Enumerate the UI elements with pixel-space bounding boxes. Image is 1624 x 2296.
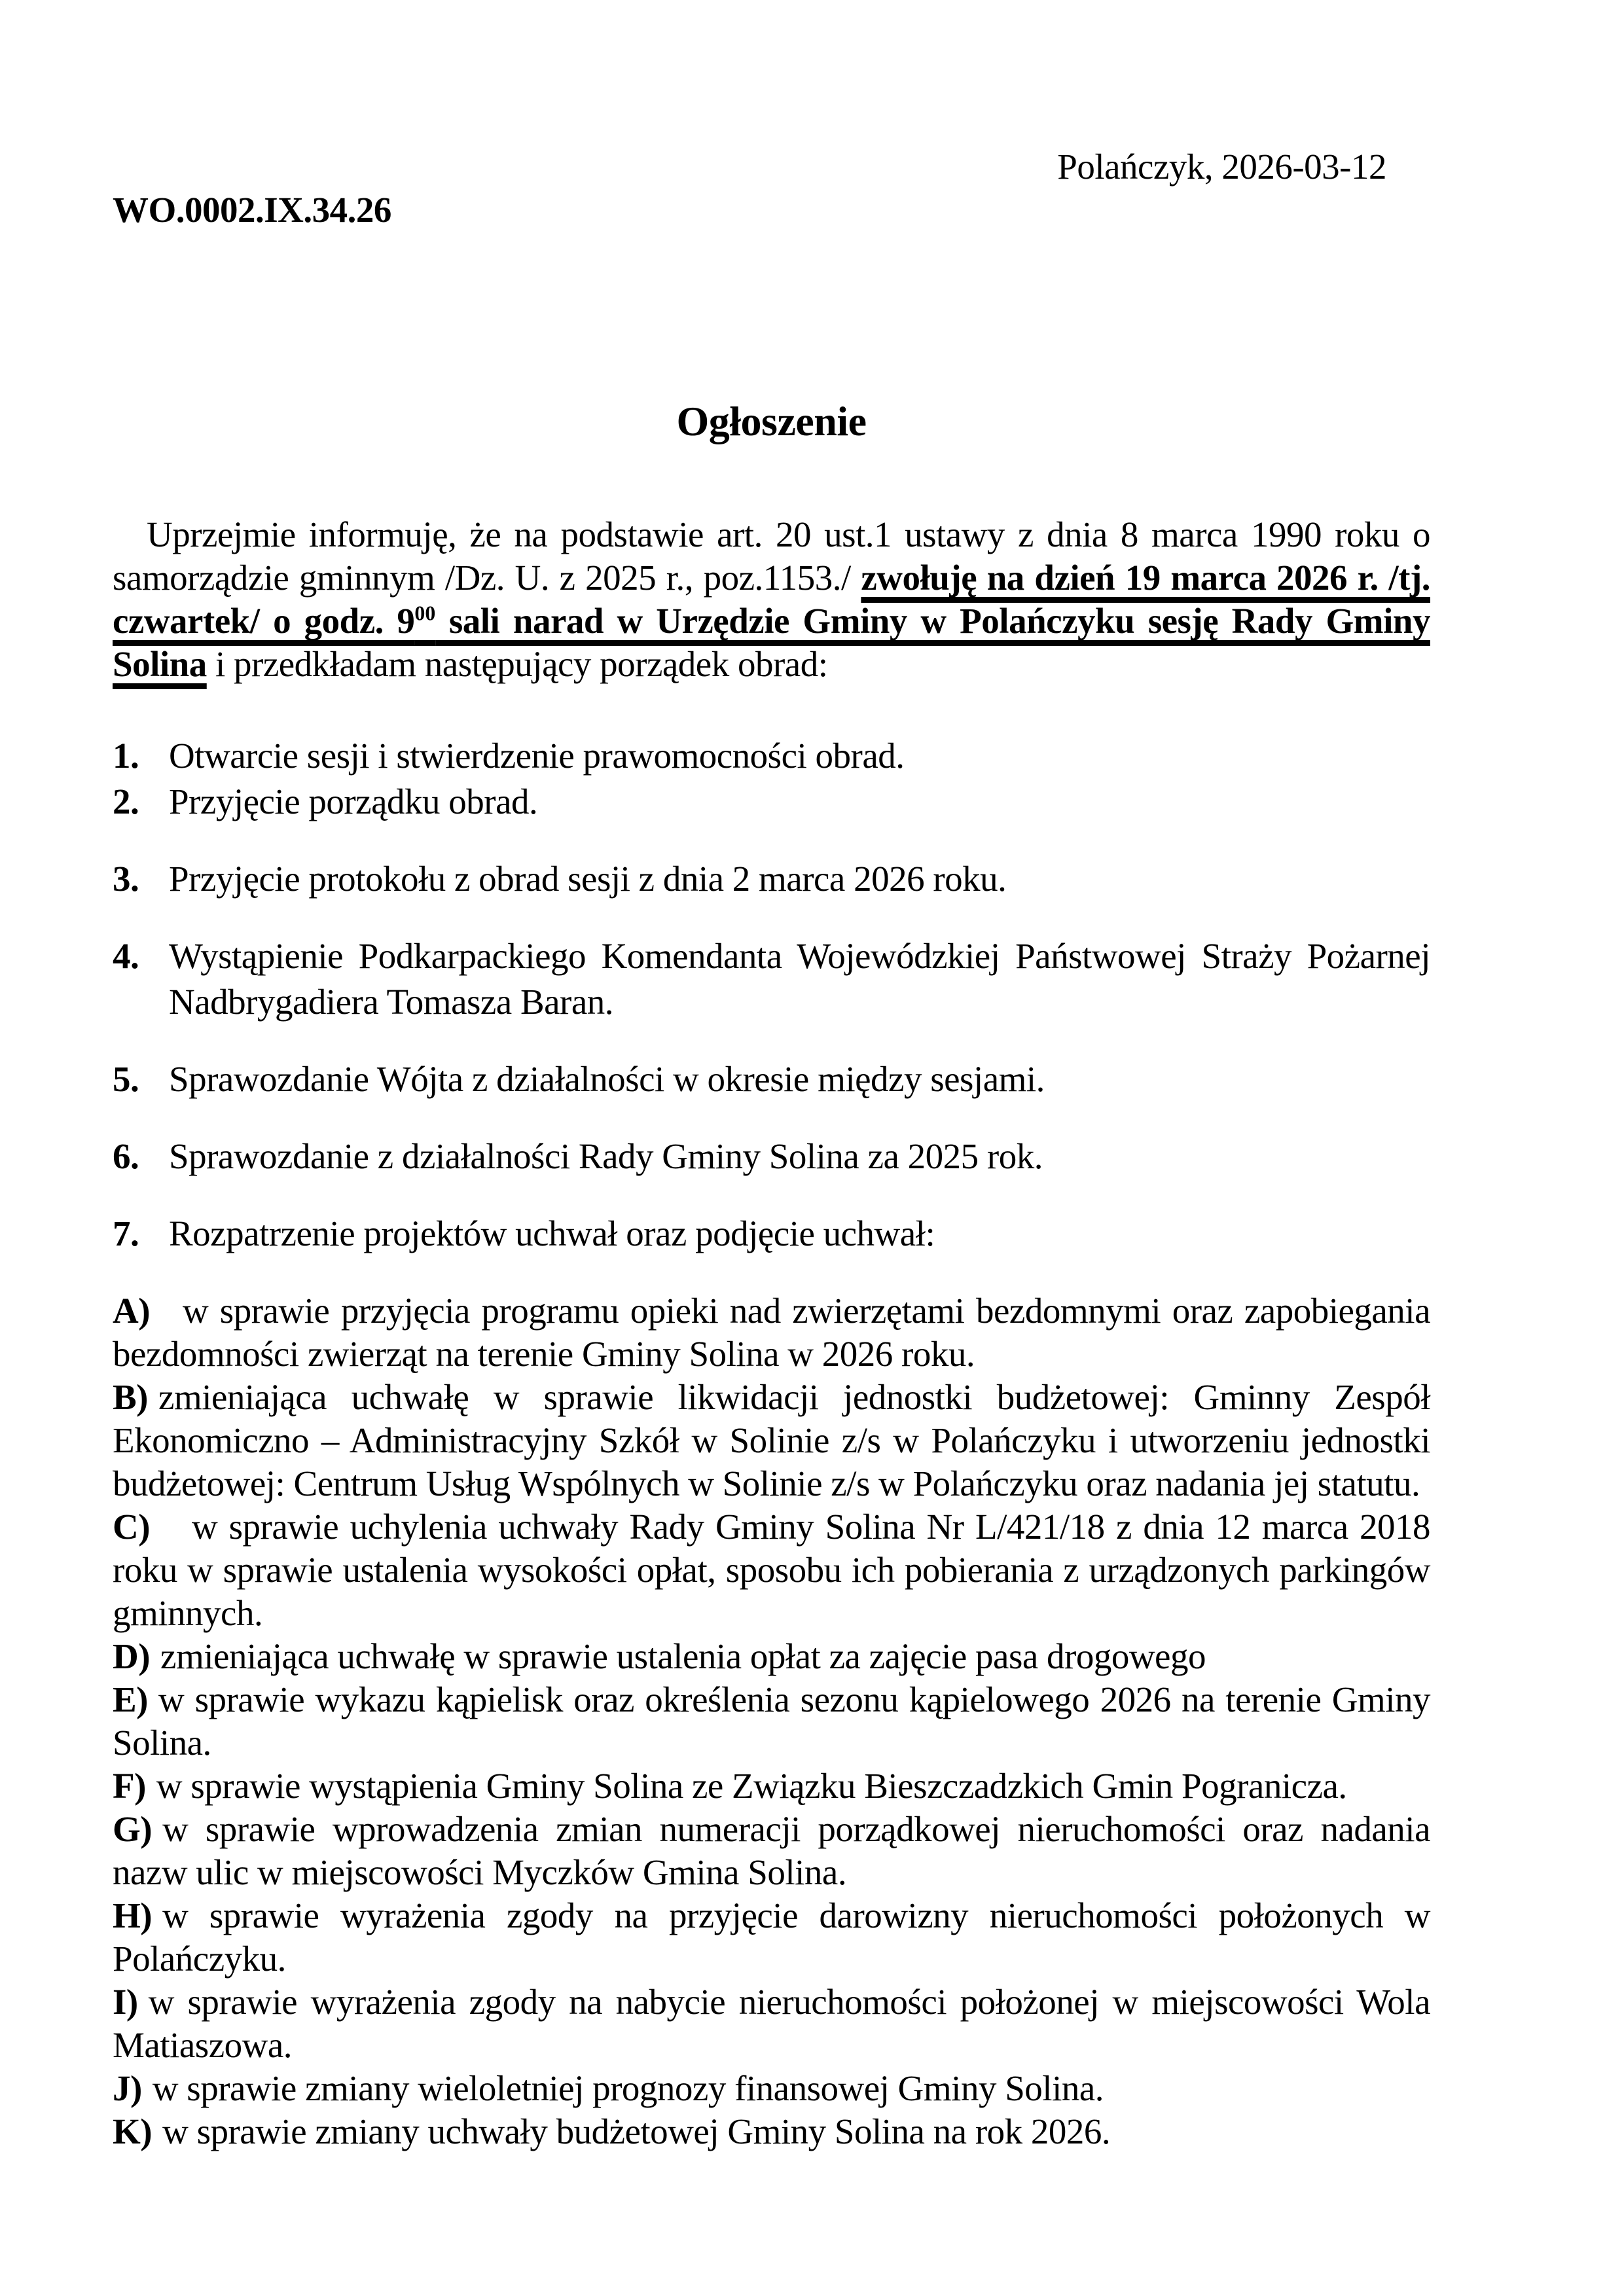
- resolution-letter: F): [113, 1766, 146, 1806]
- agenda-item-number: 1.: [113, 736, 139, 776]
- hour-superscript: 00: [414, 601, 436, 625]
- agenda-item-number: 3.: [113, 859, 139, 899]
- resolution-item: [113, 1289, 1430, 1376]
- resolution-item: [113, 1981, 1430, 2067]
- resolution-letter: E): [113, 1679, 148, 1719]
- agenda-item-number: 5.: [113, 1059, 139, 1099]
- intro-normal-end: i przedkładam następujący porządek obrad:: [206, 644, 828, 684]
- agenda-item: [113, 1056, 1430, 1102]
- agenda-item-number: 4.: [113, 936, 139, 976]
- resolution-item: [113, 1505, 1430, 1635]
- resolution-item: [113, 2067, 1430, 2110]
- agenda-item-text: Sprawozdanie z działalności Rady Gminy Solina za 2025 rok.: [169, 1136, 1043, 1176]
- resolution-letter: I): [113, 1982, 138, 2022]
- page-title: Ogłoszenie: [676, 398, 867, 444]
- intro-paragraph: [113, 513, 1430, 686]
- resolution-text: w sprawie wystąpienia Gminy Solina ze Związku Bieszczadzkich Gmin Pogranicza.: [156, 1766, 1347, 1806]
- resolution-letter: B): [113, 1377, 148, 1417]
- intro-normal-start: Uprzejmie informuję, że na podstawie art. 20 ust.1 ustawy z dnia 8 marca 1990 roku o samorządzie gminnym /Dz. U. z 2025 r., poz.1153./: [113, 514, 1430, 598]
- resolution-item: [113, 1808, 1430, 1894]
- agenda-item: [113, 779, 1430, 825]
- resolution-list: [113, 1289, 1430, 2153]
- agenda-list: [113, 733, 1430, 1257]
- agenda-item: [113, 733, 1430, 779]
- intro-bold-before-sup: zwołuję na dzień 19 marca 2026 r. /tj. czwartek/ o godz. 9: [113, 558, 1431, 641]
- agenda-item-number: 2.: [113, 781, 139, 821]
- agenda-item-text: Wystąpienie Podkarpackiego Komendanta Wojewódzkiej Państwowej Straży Pożarnej Nadbrygadiera Tomasza Baran.: [169, 936, 1430, 1022]
- resolution-letter: K): [113, 2111, 153, 2151]
- resolution-text: w sprawie wprowadzenia zmian numeracji porządkowej nieruchomości oraz nadania nazw ulic w miejscowości Myczków Gmina Solina.: [113, 1809, 1430, 1892]
- resolution-text: w sprawie zmiany uchwały budżetowej Gminy Solina na rok 2026.: [162, 2111, 1111, 2151]
- reference-number: WO.0002.IX.34.26: [113, 190, 391, 230]
- agenda-item: [113, 856, 1430, 902]
- intro-bold-after-sup: sali narad w Urzędzie Gminy w Polańczyku sesję Rady Gminy Solina: [113, 601, 1430, 684]
- resolution-item: [113, 1678, 1430, 1765]
- agenda-item: [113, 1134, 1430, 1179]
- agenda-item-text: Rozpatrzenie projektów uchwał oraz podjęcie uchwał:: [169, 1213, 935, 1253]
- resolution-item: [113, 2110, 1430, 2153]
- place-date: Polańczyk, 2026-03-12: [1057, 147, 1386, 187]
- resolution-letter: J): [113, 2068, 142, 2108]
- resolution-text: w sprawie wykazu kąpielisk oraz określenia sezonu kąpielowego 2026 na terenie Gminy Solina.: [113, 1679, 1430, 1763]
- resolution-letter: A): [113, 1291, 151, 1331]
- agenda-item-number: 7.: [113, 1213, 139, 1253]
- resolution-letter: H): [113, 1895, 153, 1935]
- resolution-letter: G): [113, 1809, 153, 1849]
- resolution-text: w sprawie wyrażenia zgody na przyjęcie darowizny nieruchomości położonych w Polańczyku.: [113, 1895, 1430, 1979]
- agenda-item-text: Otwarcie sesji i stwierdzenie prawomocności obrad.: [169, 736, 905, 776]
- resolution-text: w sprawie zmiany wieloletniej prognozy finansowej Gminy Solina.: [152, 2068, 1104, 2108]
- resolution-item: [113, 1894, 1430, 1981]
- resolution-item: [113, 1635, 1430, 1678]
- resolution-item: [113, 1376, 1430, 1505]
- agenda-item-number: 6.: [113, 1136, 139, 1176]
- resolution-text: w sprawie wyrażenia zgody na nabycie nieruchomości położonej w miejscowości Wola Matiaszowa.: [113, 1982, 1430, 2065]
- resolution-text: zmieniająca uchwałę w sprawie likwidacji jednostki budżetowej: Gminny Zespół Ekonomiczno – Administracyjny Szkół w Solinie z/s w Polańczyku i utworzeniu jednostki budżetowej: Centrum Usług Wspólnych w Solinie z/s w Polańczyku oraz nadania jej statutu.: [113, 1377, 1430, 1503]
- resolution-text: w sprawie przyjęcia programu opieki nad zwierzętami bezdomnymi oraz zapobiegania bezdomności zwierząt na terenie Gminy Solina w 2026 roku.: [113, 1291, 1430, 1374]
- agenda-item: [113, 933, 1430, 1025]
- agenda-item-text: Sprawozdanie Wójta z działalności w okresie między sesjami.: [169, 1059, 1045, 1099]
- agenda-item-text: Przyjęcie protokołu z obrad sesji z dnia 2 marca 2026 roku.: [169, 859, 1007, 899]
- resolution-item: [113, 1765, 1430, 1808]
- resolution-text: zmieniająca uchwałę w sprawie ustalenia opłat za zajęcie pasa drogowego: [160, 1636, 1206, 1676]
- resolution-letter: D): [113, 1636, 151, 1676]
- agenda-item: [113, 1211, 1430, 1257]
- resolution-letter: C): [113, 1507, 151, 1547]
- agenda-item-text: Przyjęcie porządku obrad.: [169, 781, 538, 821]
- resolution-text: w sprawie uchylenia uchwały Rady Gminy Solina Nr L/421/18 z dnia 12 marca 2018 roku w sprawie ustalenia wysokości opłat, sposobu ich pobierania z urządzonych parkingów gminnych.: [113, 1507, 1430, 1633]
